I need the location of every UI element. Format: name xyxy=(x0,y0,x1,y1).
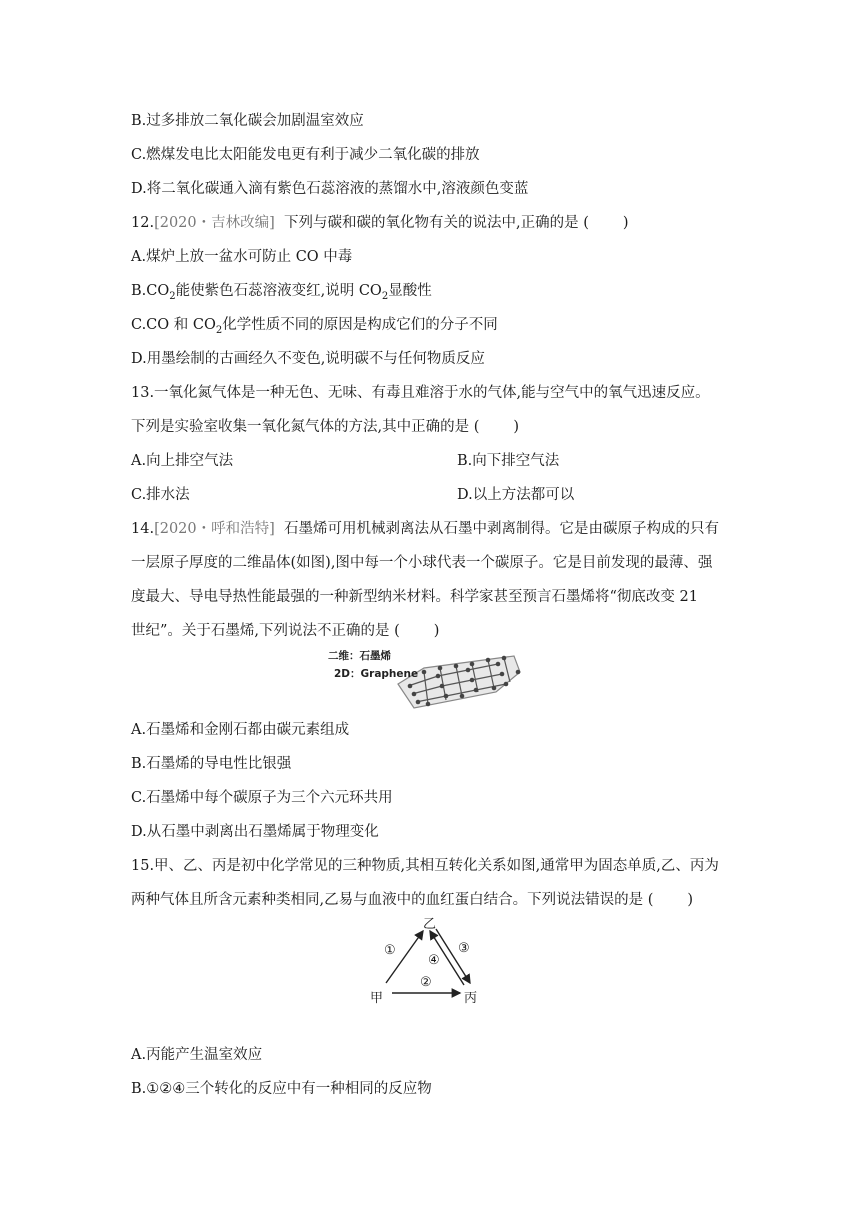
graphene-label-en: 2D：Graphene xyxy=(334,668,419,680)
q15-option-a: A.丙能产生温室效应 xyxy=(131,1047,263,1063)
q13-stem-line1: 13.一氧化氮气体是一种无色、无味、有毒且难溶于水的气体,能与空气中的氧气迅速反应。 xyxy=(131,385,710,401)
label-arrow-4: ④ xyxy=(428,953,440,968)
q14-option-a: A.石墨烯和金刚石都由碳元素组成 xyxy=(131,722,350,738)
q14-stem-line1 xyxy=(131,519,719,539)
graphene-label-cn: 二维：石墨烯 xyxy=(328,650,391,662)
q12-option-c-text2: 化学性质不同的原因是构成它们的分子不同 xyxy=(222,317,498,333)
q12-option-a: A.煤炉上放一盆水可防止 CO 中毒 xyxy=(131,249,353,265)
q15-question: 两种气体且所含元素种类相同,乙易与血液中的血红蛋白结合。下列说法错误的是 ( xyxy=(131,892,654,908)
q12-option-b-sub2: 2 xyxy=(381,290,389,302)
q11-option-d: D.将二氧化碳通入滴有紫色石蕊溶液的蒸馏水中,溶液颜色变蓝 xyxy=(131,181,529,197)
q13-question: 下列是实验室收集一氧化氮气体的方法,其中正确的是 ( xyxy=(131,419,480,435)
label-arrow-3: ③ xyxy=(458,941,470,956)
q12-number: 12. xyxy=(131,215,155,231)
q14-source: [2020・呼和浩特] xyxy=(154,521,275,537)
conversion-diagram xyxy=(368,913,488,1006)
q14-stem-line4 xyxy=(131,621,439,641)
q14-paren-close: ) xyxy=(433,623,440,639)
q11-option-c: C.燃煤发电比太阳能发电更有利于减少二氧化碳的排放 xyxy=(131,147,480,163)
q12-option-c xyxy=(131,315,498,341)
q14-option-c: C.石墨烯中每个碳原子为三个六元环共用 xyxy=(131,790,393,806)
q12-option-d: D.用墨绘制的古画经久不变色,说明碳不与任何物质反应 xyxy=(131,351,485,367)
q13-option-a: A.向上排空气法 xyxy=(131,453,234,469)
q14-number: 14. xyxy=(131,521,155,537)
q15-stem-line2 xyxy=(131,890,693,910)
q12-question: 下列与碳和碳的氧化物有关的说法中,正确的是 ( xyxy=(284,215,589,231)
q15-stem-line1: 15.甲、乙、丙是初中化学常见的三种物质,其相互转化关系如图,通常甲为固态单质,乙、丙为 xyxy=(131,858,719,874)
node-yi: 乙 xyxy=(423,917,437,932)
q12-option-b xyxy=(131,281,432,307)
q14-option-b: B.石墨烯的导电性比银强 xyxy=(131,756,292,772)
q15-paren-close: ) xyxy=(687,892,694,908)
arrow-3-line xyxy=(436,929,470,983)
node-jia: 甲 xyxy=(370,991,384,1006)
q12-option-b-text2: 能使紫色石蕊溶液变红,说明 CO xyxy=(175,283,382,299)
q12-option-b-sub1: 2 xyxy=(169,290,176,302)
graphene-figure xyxy=(328,646,524,712)
q13-paren-close: ) xyxy=(513,419,520,435)
q12-option-c-text1: C.CO 和 CO xyxy=(131,317,216,333)
q14-option-d: D.从石墨中剥离出石墨烯属于物理变化 xyxy=(131,824,379,840)
label-arrow-2: ② xyxy=(420,975,432,990)
q14-stem-line2: 一层原子厚度的二维晶体(如图),图中每一个小球代表一个碳原子。它是目前发现的最薄、强 xyxy=(131,555,713,571)
q15-option-b: B.①②④三个转化的反应中有一种相同的反应物 xyxy=(131,1081,432,1097)
q13-stem-line2 xyxy=(131,417,519,437)
label-arrow-1: ① xyxy=(384,943,396,958)
node-bing: 丙 xyxy=(464,991,478,1006)
q12-option-c-sub: 2 xyxy=(215,324,223,336)
q13-option-b: B.向下排空气法 xyxy=(457,453,560,469)
q14-text1: 石墨烯可用机械剥离法从石墨中剥离制得。它是由碳原子构成的只有 xyxy=(284,521,719,537)
q14-stem-line3: 度最大、导电导热性能最强的一种新型纳米材料。科学家甚至预言石墨烯将“彻底改变 21 xyxy=(131,589,698,605)
q12-stem xyxy=(131,213,629,233)
q12-source: [2020・吉林改编] xyxy=(154,215,275,231)
q14-question: 世纪”。关于石墨烯,下列说法不正确的是 ( xyxy=(131,623,400,639)
q13-option-c: C.排水法 xyxy=(131,487,190,503)
q12-option-b-text1: B.CO xyxy=(131,283,170,299)
q12-option-b-text3: 显酸性 xyxy=(388,283,432,299)
q13-option-d: D.以上方法都可以 xyxy=(457,487,575,503)
q12-paren-close: ) xyxy=(622,215,629,231)
q11-option-b: B.过多排放二氧化碳会加剧温室效应 xyxy=(131,113,364,129)
